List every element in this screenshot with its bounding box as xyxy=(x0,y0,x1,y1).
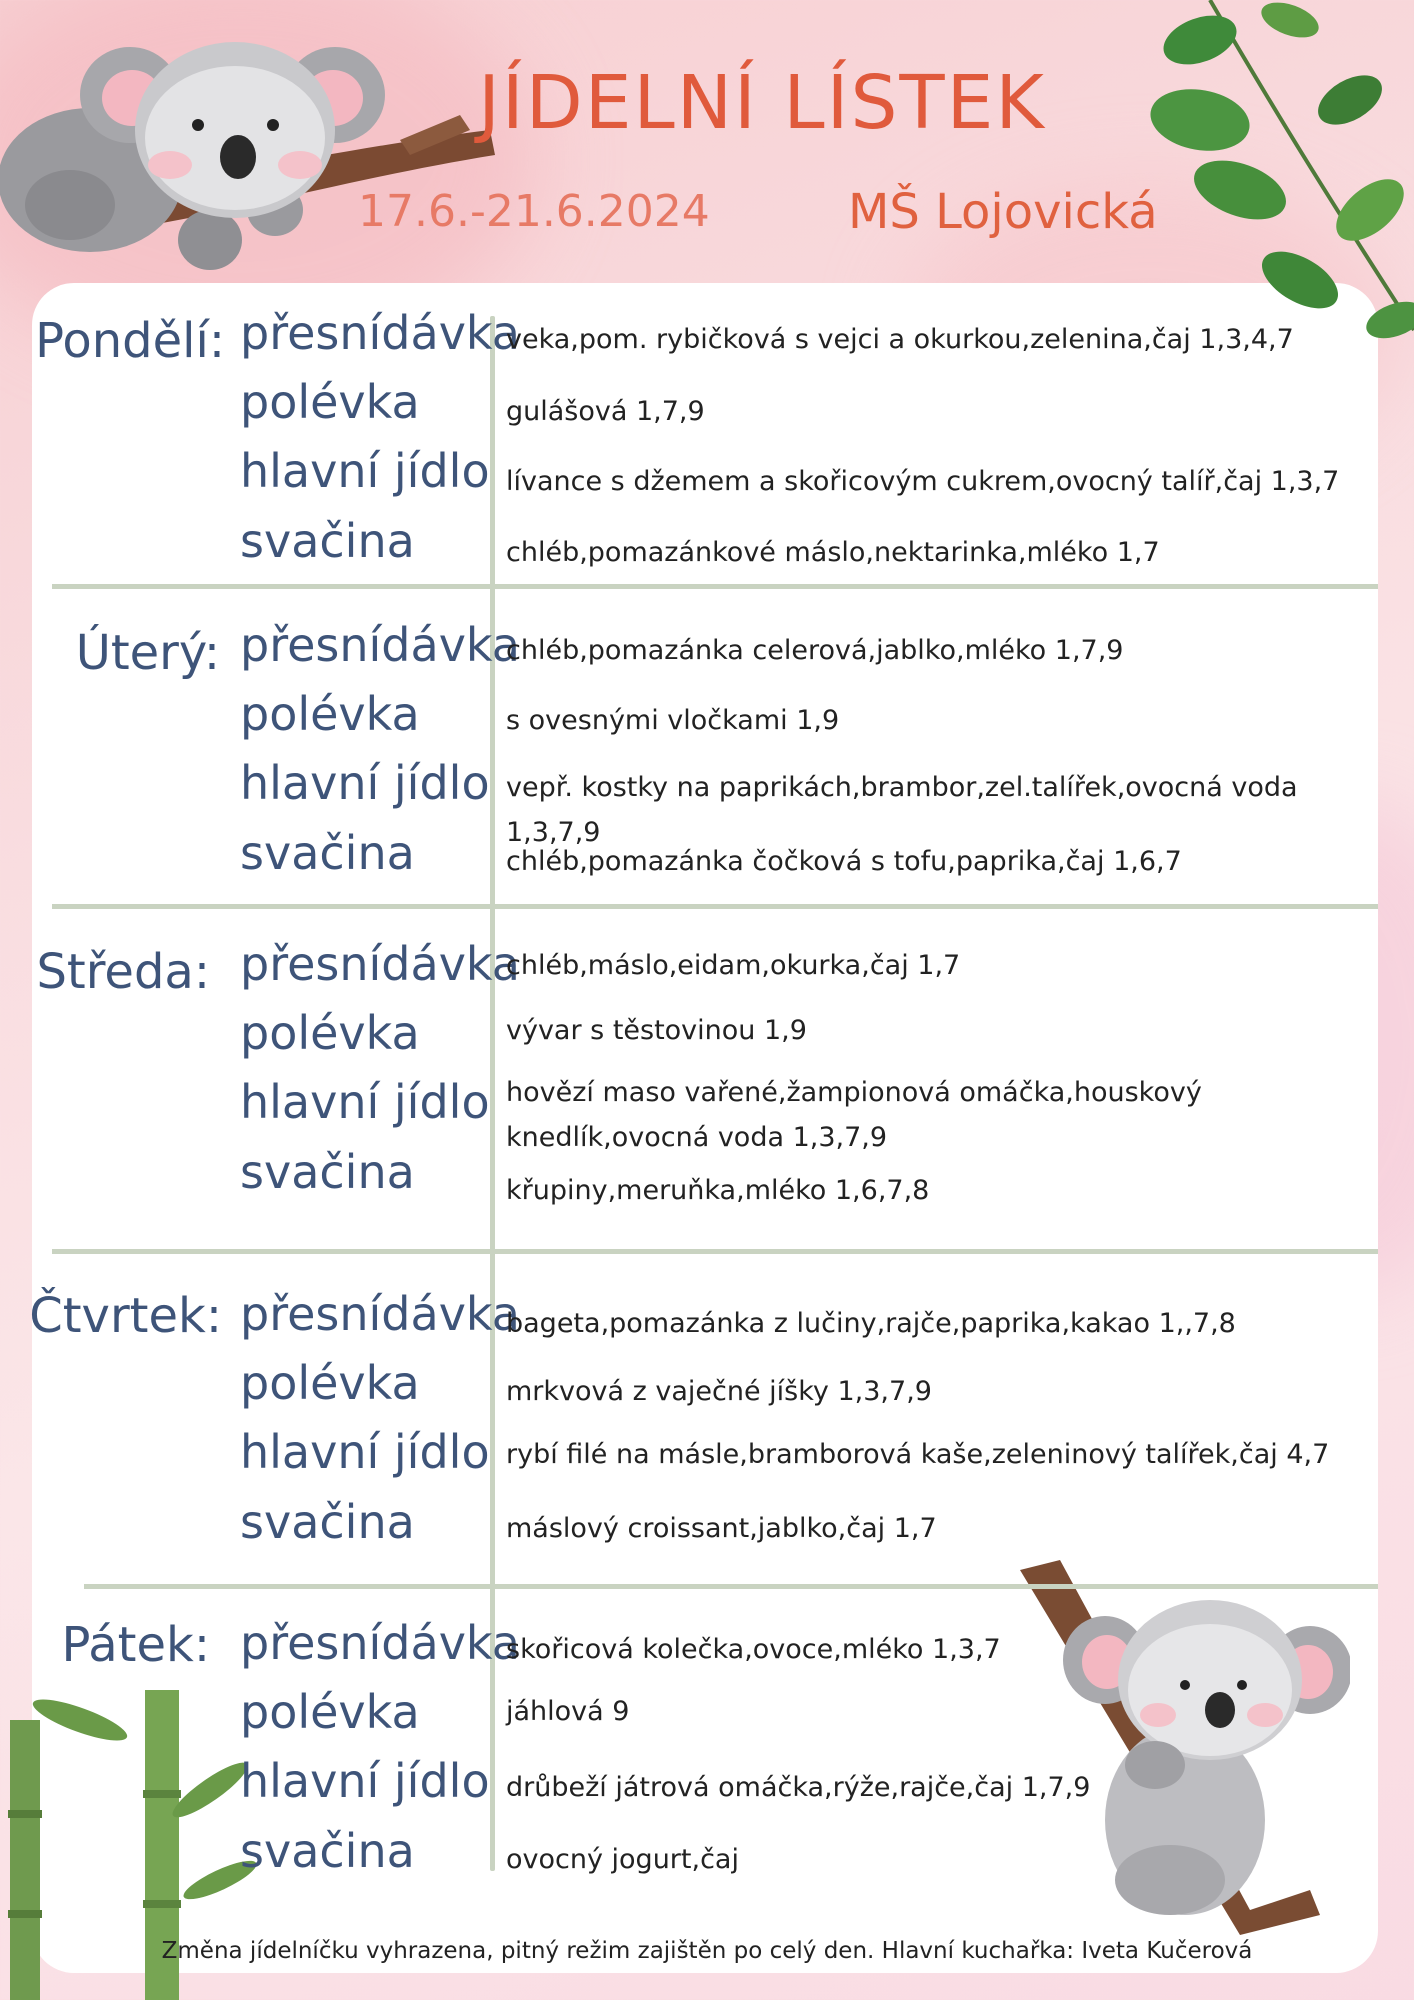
meal-food: chléb,pomazánka celerová,jablko,mléko 1,7,9 xyxy=(506,635,1124,666)
meal-label: polévka xyxy=(240,687,420,741)
meal-food: křupiny,meruňka,mléko 1,6,7,8 xyxy=(506,1175,930,1206)
meal-label: hlavní jídlo xyxy=(240,756,490,810)
meal-food: rybí filé na másle,bramborová kaše,zeleninový talířek,čaj 4,7 xyxy=(506,1439,1330,1470)
meal-food: máslový croissant,jablko,čaj 1,7 xyxy=(506,1513,937,1544)
meal-food: gulášová 1,7,9 xyxy=(506,396,705,427)
meal-food: mrkvová z vaječné jíšky 1,3,7,9 xyxy=(506,1376,932,1407)
page-title: JÍDELNÍ LÍSTEK xyxy=(478,60,1046,146)
day-name: Čtvrtek: xyxy=(29,1288,222,1344)
meal-label: přesnídávka xyxy=(240,618,520,672)
meal-label: svačina xyxy=(240,1145,415,1199)
school-name: MŠ Lojovická xyxy=(848,184,1158,240)
meal-label: hlavní jídlo xyxy=(240,444,490,498)
meal-label: polévka xyxy=(240,1006,420,1060)
meal-food: vývar s těstovinou 1,9 xyxy=(506,1015,807,1046)
meal-label: hlavní jídlo xyxy=(240,1425,490,1479)
day-name: Středa: xyxy=(36,944,210,1000)
meal-food: drůbeží játrová omáčka,rýže,rajče,čaj 1,7,9 xyxy=(506,1772,1091,1803)
day-name: Úterý: xyxy=(75,625,220,681)
meal-label: hlavní jídlo xyxy=(240,1075,490,1129)
meal-food: jáhlová 9 xyxy=(506,1696,630,1727)
meal-food: s ovesnými vločkami 1,9 xyxy=(506,705,840,736)
meal-food: vepř. kostky na paprikách,brambor,zel.talířek,ovocná voda 1,3,7,9 xyxy=(506,772,1298,848)
day-name: Pondělí: xyxy=(35,313,225,369)
meal-food: skořicová kolečka,ovoce,mléko 1,3,7 xyxy=(506,1634,1001,1665)
meal-food: lívance s džemem a skořicovým cukrem,ovocný talíř,čaj 1,3,7 xyxy=(506,466,1340,497)
meal-label: svačina xyxy=(240,1824,415,1878)
date-range: 17.6.-21.6.2024 xyxy=(358,186,710,237)
meal-label: svačina xyxy=(240,514,415,568)
meal-food: bageta,pomazánka z lučiny,rajče,paprika,kakao 1,,7,8 xyxy=(506,1308,1236,1339)
meal-label: svačina xyxy=(240,826,415,880)
meal-food: chléb,pomazánka čočková s tofu,paprika,čaj 1,6,7 xyxy=(506,846,1182,877)
meal-label: polévka xyxy=(240,1356,420,1410)
day-divider xyxy=(52,904,1378,909)
meal-label: polévka xyxy=(240,1685,420,1739)
meal-label: přesnídávka xyxy=(240,1287,520,1341)
meal-food: chléb,máslo,eidam,okurka,čaj 1,7 xyxy=(506,950,961,981)
meal-food: ovocný jogurt,čaj xyxy=(506,1844,739,1875)
day-divider xyxy=(84,1584,1378,1589)
meal-label: svačina xyxy=(240,1495,415,1549)
meal-food: chléb,pomazánkové máslo,nektarinka,mléko 1,7 xyxy=(506,537,1160,568)
meal-food: hovězí maso vařené,žampionová omáčka,houskový knedlík,ovocná voda 1,3,7,9 xyxy=(506,1077,1202,1153)
meal-food: veka,pom. rybičková s vejci a okurkou,zelenina,čaj 1,3,4,7 xyxy=(506,324,1294,355)
meal-label: přesnídávka xyxy=(240,937,520,991)
meal-label: přesnídávka xyxy=(240,306,520,360)
footer-note: Změna jídelníčku vyhrazena, pitný režim zajištěn po celý den. Hlavní kuchařka: Iveta Kučerová xyxy=(161,1938,1253,1964)
meal-label: polévka xyxy=(240,375,420,429)
leaves-icon xyxy=(1130,0,1414,340)
day-name: Pátek: xyxy=(61,1617,210,1673)
meal-label: hlavní jídlo xyxy=(240,1754,490,1808)
day-divider xyxy=(52,584,1378,589)
day-divider xyxy=(52,1249,1378,1254)
meal-label: přesnídávka xyxy=(240,1616,520,1670)
